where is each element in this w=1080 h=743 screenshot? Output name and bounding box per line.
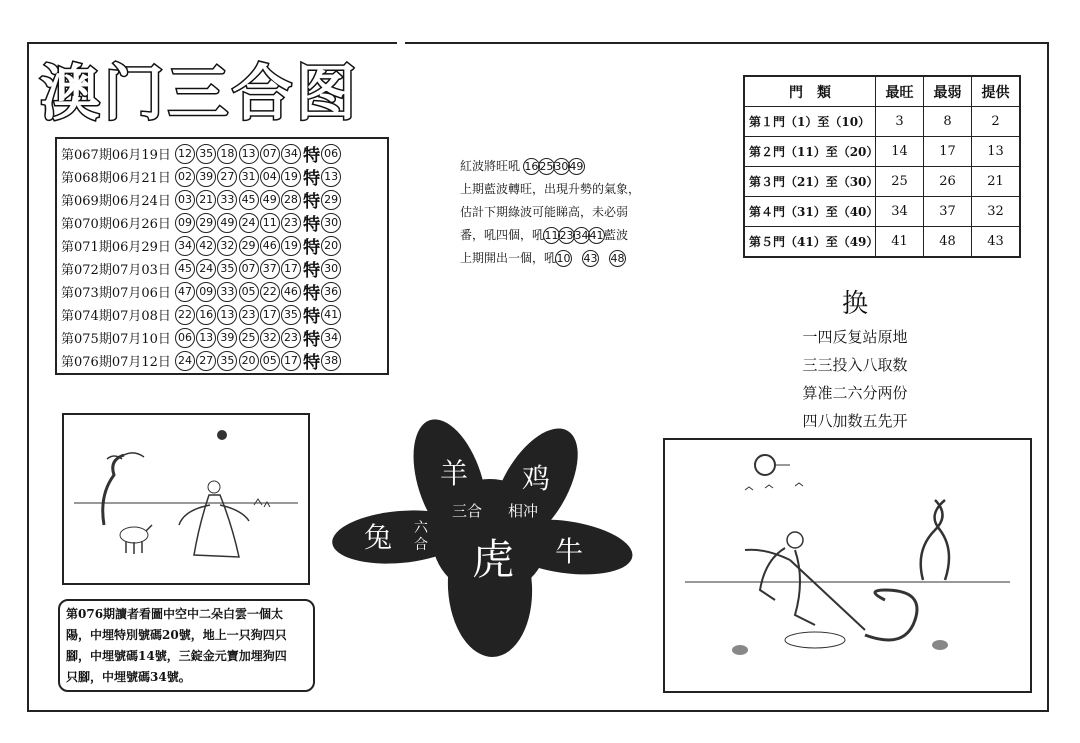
tree-icon: [103, 455, 124, 525]
number-ball: 22: [260, 282, 280, 302]
special-label: 特: [303, 353, 321, 373]
history-row: [61, 211, 387, 234]
liuhe-label: 六合: [414, 520, 428, 553]
gate-value: 17: [924, 137, 972, 167]
history-row: [61, 349, 387, 372]
number-ball: 27: [196, 351, 216, 371]
number-ball: 05: [239, 282, 259, 302]
number-ball: 28: [281, 190, 301, 210]
draw-label: 第072期07月03日: [61, 263, 171, 278]
number-ball: 35: [217, 351, 237, 371]
number-ball: 35: [281, 305, 301, 325]
gate-header-row: [744, 76, 1020, 107]
number-ball: 23: [281, 328, 301, 348]
lady-dress: [194, 495, 239, 557]
gate-value: 21: [972, 167, 1021, 197]
number-ball: 45: [239, 190, 259, 210]
illustration-lady-dog: [62, 413, 310, 585]
number-ball: 46: [281, 282, 301, 302]
special-ball: 06: [321, 144, 341, 164]
tip-numbers: [524, 159, 584, 173]
tip-line-5: [460, 247, 670, 270]
number-ball: 34: [281, 144, 301, 164]
gate-row: [744, 197, 1020, 227]
special-label: 特: [303, 146, 321, 166]
tip-text: 藍波: [604, 228, 629, 242]
circled-number: 49: [569, 160, 584, 173]
circled-number: 10: [556, 252, 571, 265]
warrior-body: [760, 548, 865, 630]
special-ball: 20: [321, 236, 341, 256]
warrior-head: [787, 532, 803, 548]
draw-label: 第071期06月29日: [61, 240, 171, 255]
rock-icon: [732, 645, 748, 655]
history-row: [61, 303, 387, 326]
xiangchong-label: 相冲: [508, 502, 539, 520]
circled-number: 34: [574, 229, 589, 242]
history-row: [61, 326, 387, 349]
gate-value: 14: [876, 137, 924, 167]
special-ball: 29: [321, 190, 341, 210]
number-ball: 13: [217, 305, 237, 325]
gate-label: 第５門（41）至（49）: [744, 227, 876, 258]
special-label: 特: [303, 330, 321, 350]
verse-title: 换: [841, 289, 868, 319]
special-ball: 41: [321, 305, 341, 325]
special-ball: 13: [321, 167, 341, 187]
gate-value: 3: [876, 107, 924, 137]
riddle-line: 只腳，中埋號碼34號。: [66, 670, 191, 684]
number-ball: 02: [175, 167, 195, 187]
lady-arms: [179, 505, 249, 525]
gate-value: 26: [924, 167, 972, 197]
history-row: [61, 257, 387, 280]
tip-text: 紅波將旺吼: [460, 159, 521, 173]
gate-header: 最旺: [876, 76, 924, 107]
gate-table: [743, 75, 1021, 258]
circled-number: 23: [559, 229, 574, 242]
number-ball: 37: [260, 259, 280, 279]
number-ball: 04: [260, 167, 280, 187]
history-row: [61, 280, 387, 303]
sun-icon: [755, 455, 775, 475]
zodiac-center: 虎: [472, 535, 515, 584]
special-label: 特: [303, 192, 321, 212]
number-ball: 19: [281, 167, 301, 187]
tree-icon: [921, 500, 949, 580]
tip-line-1: [460, 155, 670, 178]
special-label: 特: [303, 238, 321, 258]
special-label: 特: [303, 169, 321, 189]
draw-label: 第070期06月26日: [61, 217, 171, 232]
gate-value: 43: [972, 227, 1021, 258]
gate-value: 34: [876, 197, 924, 227]
circled-number: 11: [544, 229, 559, 242]
number-ball: 27: [217, 167, 237, 187]
riddle-line: 第076期讀者看圖中空中二朵白雲一個太: [66, 607, 284, 621]
number-ball: 31: [239, 167, 259, 187]
draw-label: 第075期07月10日: [61, 332, 171, 347]
number-ball: 11: [260, 213, 280, 233]
verse-line: 一四反复站原地: [802, 328, 908, 346]
zodiac-left: 兔: [364, 521, 393, 554]
gate-header: 最弱: [924, 76, 972, 107]
number-ball: 33: [217, 282, 237, 302]
number-ball: 06: [175, 328, 195, 348]
number-ball: 17: [260, 305, 280, 325]
gate-value: 8: [924, 107, 972, 137]
number-ball: 17: [281, 351, 301, 371]
number-ball: 24: [196, 259, 216, 279]
zodiac-top-left: 羊: [440, 457, 469, 490]
gate-value: 13: [972, 137, 1021, 167]
number-ball: 49: [260, 190, 280, 210]
sanhe-label: 三合: [452, 502, 483, 520]
number-ball: 39: [217, 328, 237, 348]
tip-line-2: 上期藍波轉旺，出現升勢的氣象，: [460, 182, 641, 196]
gate-label: 第１門（1）至（10）: [744, 107, 876, 137]
history-row: [61, 165, 387, 188]
sun-icon: [217, 430, 227, 440]
number-ball: 42: [196, 236, 216, 256]
number-ball: 35: [217, 259, 237, 279]
number-ball: 19: [281, 236, 301, 256]
special-ball: 36: [321, 282, 341, 302]
special-ball: 30: [321, 259, 341, 279]
picture-riddle: [58, 599, 315, 692]
number-ball: 24: [175, 351, 195, 371]
number-ball: 39: [196, 167, 216, 187]
history-row: [61, 142, 387, 165]
number-ball: 16: [196, 305, 216, 325]
dog-icon: [120, 527, 148, 543]
verse-line: 四八加数五先开: [802, 412, 908, 430]
number-ball: 24: [239, 213, 259, 233]
warrior-arm: [745, 550, 790, 560]
special-ball: 34: [321, 328, 341, 348]
tip-text: 上期開出一個，吼: [460, 251, 557, 265]
gate-row: [744, 137, 1020, 167]
circled-number: 25: [539, 160, 554, 173]
special-ball: 30: [321, 213, 341, 233]
special-label: 特: [303, 284, 321, 304]
rock-icon: [932, 640, 948, 650]
number-ball: 09: [196, 282, 216, 302]
number-ball: 23: [239, 305, 259, 325]
number-ball: 49: [217, 213, 237, 233]
tip-line-4: [460, 224, 670, 247]
tip-line-3: 估計下期綠波可能睇高，未必弱: [460, 205, 629, 219]
draw-label: 第074期07月08日: [61, 309, 171, 324]
gate-header: 提供: [972, 76, 1021, 107]
wave-tip: [460, 155, 670, 270]
circled-number: 48: [610, 252, 625, 265]
zodiac-top-right: 鸡: [522, 462, 551, 495]
gate-value: 41: [876, 227, 924, 258]
number-ball: 45: [175, 259, 195, 279]
number-ball: 12: [175, 144, 195, 164]
page-title: 澳门三合图: [40, 59, 360, 129]
number-ball: 47: [175, 282, 195, 302]
circled-number: 43: [583, 252, 598, 265]
gate-value: 37: [924, 197, 972, 227]
number-ball: 34: [175, 236, 195, 256]
gate-row: [744, 107, 1020, 137]
riddle-line: 陽，中埋特別號碼20號，地上一只狗四只: [66, 628, 287, 642]
zodiac-flower: [330, 412, 640, 662]
draw-label: 第067期06月19日: [61, 148, 171, 163]
frame-gap: [397, 38, 405, 46]
gate-row: [744, 227, 1020, 258]
gate-value: 25: [876, 167, 924, 197]
number-ball: 20: [239, 351, 259, 371]
riddle-line: 腳，中埋號碼14號，三錠金元寶加埋狗四: [66, 649, 287, 663]
history-row: [61, 234, 387, 257]
special-label: 特: [303, 307, 321, 327]
gate-value: 32: [972, 197, 1021, 227]
number-ball: 03: [175, 190, 195, 210]
gate-label: 第４門（31）至（40）: [744, 197, 876, 227]
branch-icon: [107, 453, 144, 459]
special-label: 特: [303, 261, 321, 281]
snake-coil: [785, 632, 845, 648]
number-ball: 32: [260, 328, 280, 348]
lady-dog-drawing: [64, 415, 308, 583]
number-ball: 25: [239, 328, 259, 348]
special-ball: 38: [321, 351, 341, 371]
zodiac-right: 牛: [555, 535, 584, 568]
lady-head: [208, 481, 220, 493]
number-ball: 22: [175, 305, 195, 325]
number-ball: 17: [281, 259, 301, 279]
number-ball: 18: [217, 144, 237, 164]
number-ball: 21: [196, 190, 216, 210]
draw-label: 第069期06月24日: [61, 194, 171, 209]
number-ball: 29: [239, 236, 259, 256]
draw-label: 第068期06月21日: [61, 171, 171, 186]
number-ball: 13: [196, 328, 216, 348]
number-ball: 33: [217, 190, 237, 210]
number-ball: 09: [175, 213, 195, 233]
illustration-warrior-snake: [663, 438, 1032, 693]
number-ball: 13: [239, 144, 259, 164]
number-ball: 23: [281, 213, 301, 233]
draw-label: 第073期07月06日: [61, 286, 171, 301]
gate-header: 門 類: [744, 76, 876, 107]
number-ball: 29: [196, 213, 216, 233]
circled-number: 30: [554, 160, 569, 173]
tip-numbers: [556, 251, 625, 265]
number-ball: 46: [260, 236, 280, 256]
snake-icon: [865, 590, 917, 640]
special-label: 特: [303, 215, 321, 235]
gate-value: 2: [972, 107, 1021, 137]
draw-label: 第076期07月12日: [61, 355, 171, 370]
number-ball: 35: [196, 144, 216, 164]
tip-numbers: [544, 228, 604, 242]
gate-label: 第２門（11）至（20）: [744, 137, 876, 167]
gate-value: 48: [924, 227, 972, 258]
gate-row: [744, 167, 1020, 197]
tip-text: 番，吼四個，吼: [460, 228, 545, 242]
verse-block: [790, 285, 920, 435]
verse-line: 算准二六分两份: [802, 384, 908, 402]
dog-legs: [126, 525, 152, 554]
warrior-snake-drawing: [665, 440, 1030, 691]
verse-line: 三三投入八取数: [802, 356, 908, 374]
circled-number: 41: [589, 229, 604, 242]
number-ball: 07: [260, 144, 280, 164]
bird-icon: [745, 483, 803, 490]
history-row: [61, 188, 387, 211]
number-ball: 07: [239, 259, 259, 279]
number-ball: 32: [217, 236, 237, 256]
circled-number: 16: [524, 160, 539, 173]
gate-label: 第３門（21）至（30）: [744, 167, 876, 197]
number-ball: 05: [260, 351, 280, 371]
history-table: [55, 137, 389, 375]
